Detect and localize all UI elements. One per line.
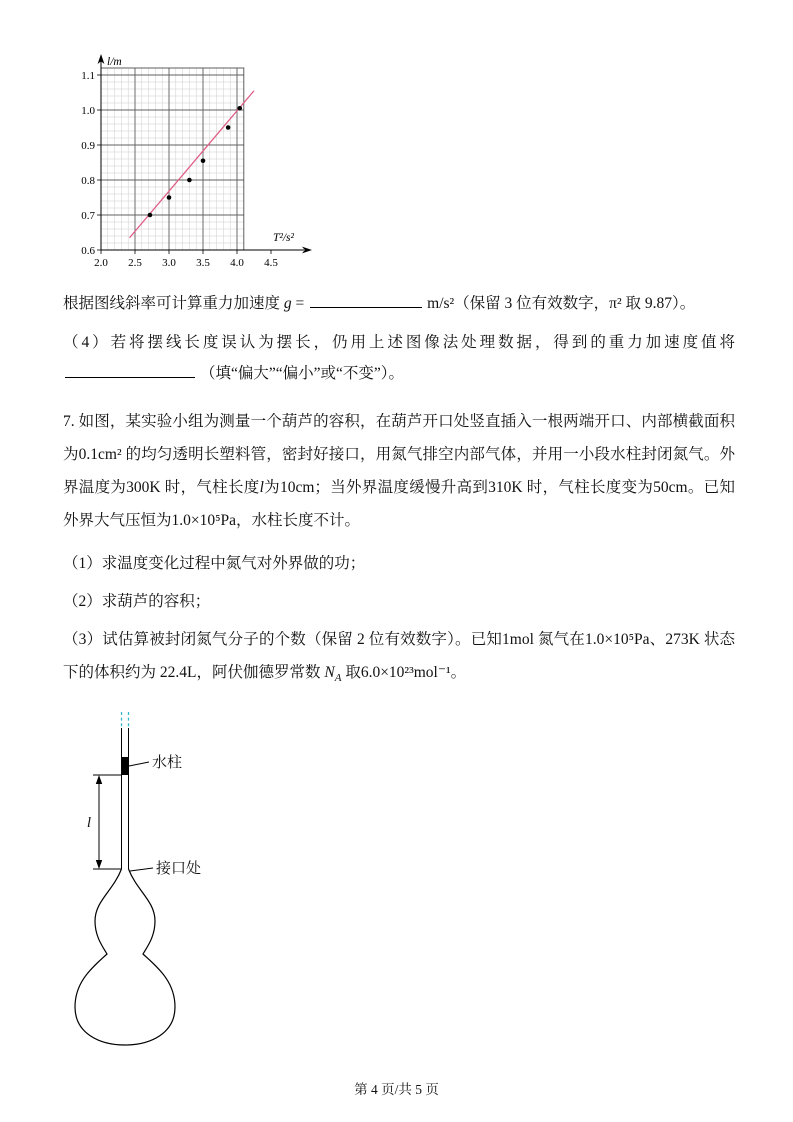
svg-text:T²/s²: T²/s² xyxy=(273,232,294,244)
dimension-arrow-down xyxy=(96,860,102,869)
q7-part-3 xyxy=(63,623,735,695)
item4-text-post: （填“偏大”“偏小”或“不变”）。 xyxy=(200,365,405,382)
slope-text-pre: 根据图线斜率可计算重力加速度 xyxy=(63,295,284,312)
dimension-arrow-up xyxy=(96,775,102,784)
svg-text:l/m: l/m xyxy=(107,56,122,68)
svg-text:2.5: 2.5 xyxy=(128,257,142,269)
q7-text-pre: 7. 如图，某实验小组为测量一个葫芦的容积，在葫芦开口处竖直插入一根两端开口、内部横截面积为0.1cm² 的均匀透明长塑料管，密封好接口，用氮气排空内部气体，并用一小段水柱封闭氮气。外界温度为300K 时，气柱长度 xyxy=(63,413,735,496)
water-column-pointer xyxy=(129,762,149,766)
slope-instruction xyxy=(63,288,735,319)
water-column-label: 水柱 xyxy=(152,755,183,772)
answer-blank-g xyxy=(310,292,422,308)
equals-sign: = xyxy=(291,295,309,312)
svg-text:3.0: 3.0 xyxy=(162,257,176,269)
svg-text:1.1: 1.1 xyxy=(81,69,95,82)
q7-part-2 xyxy=(63,585,735,618)
svg-text:4.5: 4.5 xyxy=(264,257,278,269)
svg-text:2.0: 2.0 xyxy=(94,257,108,269)
pendulum-graph-block xyxy=(63,52,735,274)
q7-part-3-text-post: 取6.0×10²³mol⁻¹。 xyxy=(341,664,467,681)
q7-part-1 xyxy=(63,547,735,580)
symbol-avogadro-sub-A: A xyxy=(334,672,342,685)
water-column xyxy=(122,757,129,775)
symbol-l: l xyxy=(259,479,264,496)
q7-text-post: 为10cm；当外界温度缓慢升高到310K 时，气柱长度变为50cm。已知外界大气压恒为1.0×10⁵Pa，水柱长度不计。 xyxy=(63,479,735,529)
svg-text:1.0: 1.0 xyxy=(81,104,95,117)
svg-text:4.0: 4.0 xyxy=(230,257,244,269)
svg-text:0.8: 0.8 xyxy=(81,174,95,187)
q7-part-1-text: （1）求温度变化过程中氮气对外界做的功； xyxy=(63,555,366,572)
item4-text-pre: （4）若将摆线长度误认为摆长，仍用上述图像法处理数据，得到的重力加速度值将 xyxy=(63,334,735,351)
joint-pointer xyxy=(130,868,153,871)
svg-text:3.5: 3.5 xyxy=(196,257,210,269)
answer-blank-item4 xyxy=(65,362,195,378)
symbol-g: g xyxy=(283,295,292,312)
question-7-stem xyxy=(63,405,735,537)
svg-text:0.6: 0.6 xyxy=(81,244,95,257)
joint-label: 接口处 xyxy=(156,861,202,878)
q7-part-2-text: （2）求葫芦的容积； xyxy=(63,593,211,610)
page-content xyxy=(63,52,735,1059)
gourd-outline xyxy=(75,869,175,1045)
svg-text:0.9: 0.9 xyxy=(81,139,95,152)
q7-part-3-text-pre: （3）试估算被封闭氮气分子的个数（保留 2 位有效数字）。已知1mol 氮气在1.0×10⁵Pa、273K 状态下的体积约为 22.4L，阿伏伽德罗常数 xyxy=(63,631,735,681)
pendulum-length-vs-period-squared-chart xyxy=(63,52,315,274)
page-number-footer: 第 4 页/共 5 页 xyxy=(354,1082,439,1097)
slope-text-post: m/s²（保留 3 位有效数字，π² 取 9.87）。 xyxy=(427,295,696,312)
svg-text:0.7: 0.7 xyxy=(81,209,95,222)
gas-column-length-label: l xyxy=(86,815,91,832)
symbol-avogadro-N: N xyxy=(324,664,335,681)
gourd-apparatus-figure xyxy=(63,711,298,1059)
question-item-4 xyxy=(63,327,735,389)
